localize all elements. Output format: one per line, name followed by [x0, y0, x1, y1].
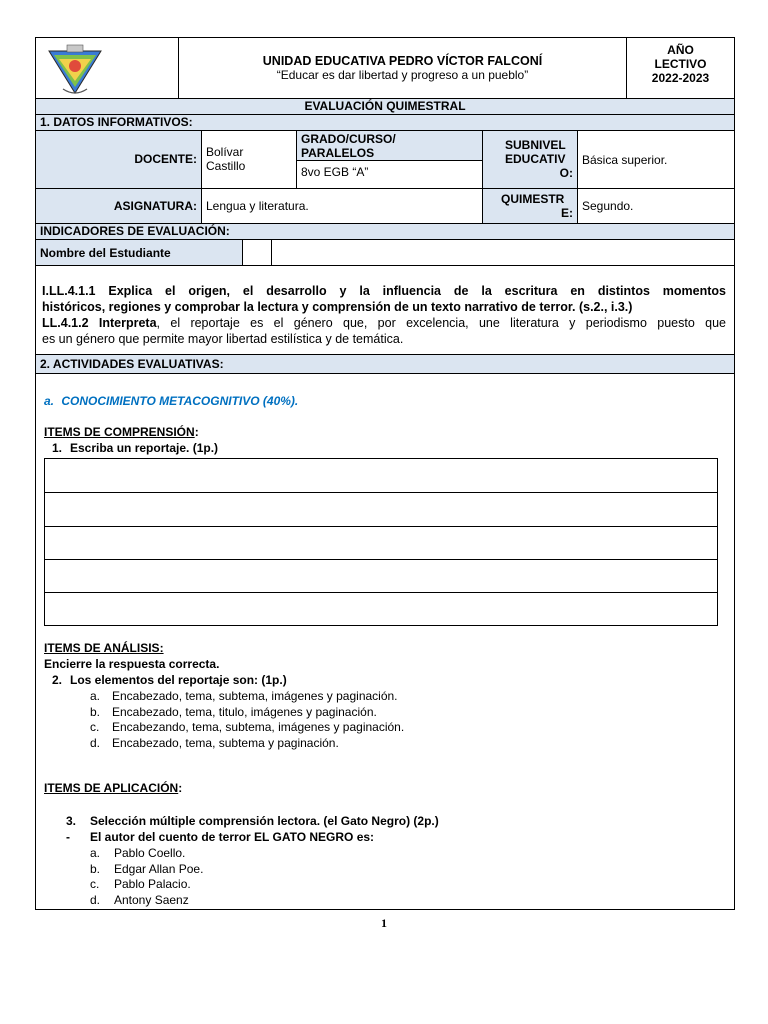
analisis-title [44, 641, 726, 657]
answer-line [45, 559, 717, 560]
comprension-title-text: ITEMS DE COMPRENSIÓN [44, 425, 195, 439]
option-item[interactable] [70, 877, 726, 893]
question-number: 1. [52, 441, 63, 455]
question-number: 2. [52, 673, 63, 687]
docente-label-cell [36, 131, 202, 188]
exam-page [35, 37, 735, 910]
indicators-text-row [36, 266, 734, 355]
grado-cell [297, 131, 483, 188]
year-value: 2022-2023 [651, 71, 710, 85]
logo-cell [36, 38, 179, 98]
grado-label [297, 131, 482, 161]
subnivel-label: SUBNIVEL [505, 138, 566, 152]
analisis-title-text: ITEMS DE ANÁLISIS: [44, 641, 164, 655]
option-text: Encabezado, tema, titulo, imágenes y paginación. [112, 704, 377, 719]
year-label: AÑO [667, 43, 694, 57]
grado-value: 8vo EGB “A” [301, 165, 369, 179]
indicator-code: LL.4.1.2 Interpreta [42, 316, 157, 330]
dash: - [66, 830, 70, 844]
answer-line [45, 526, 717, 527]
subnivel-value: Básica superior. [582, 153, 668, 167]
docente-label: DOCENTE: [134, 152, 197, 166]
indicators-title-text: INDICADORES DE EVALUACIÓN: [40, 224, 230, 238]
question-3-sub [44, 830, 726, 846]
student-label: Nombre del Estudiante [40, 246, 171, 260]
answer-line [45, 592, 717, 593]
option-letter: c. [90, 720, 100, 734]
option-letter: a. [90, 689, 101, 703]
option-letter: a. [90, 846, 101, 860]
subsection-a [44, 394, 726, 410]
docente-row [36, 131, 734, 189]
aplicacion-title-text: ITEMS DE APLICACIÓN [44, 781, 179, 795]
section1-title [36, 115, 734, 131]
exam-title-text: EVALUACIÓN QUIMESTRAL [304, 99, 466, 113]
grado-label-line: PARALELOS [301, 146, 375, 160]
option-item[interactable] [44, 720, 726, 736]
q3-options [44, 846, 726, 908]
q2-options [44, 689, 726, 751]
subnivel-label: EDUCATIV [505, 152, 566, 166]
aplicacion-title [44, 781, 726, 797]
asignatura-value-cell [202, 189, 483, 223]
asignatura-label-cell [36, 189, 202, 223]
option-text: Encabezado, tema, subtema, imágenes y paginación. [112, 689, 398, 703]
subsection-letter: a. [44, 394, 55, 408]
indicator-line [42, 315, 726, 331]
option-letter: b. [90, 861, 101, 876]
option-letter: d. [90, 892, 101, 907]
answer-line [45, 492, 717, 493]
indicator-line: I.LL.4.1.1 Explica el origen, el desarrollo y la influencia de la escritura en distintos momentos [42, 284, 726, 298]
section2-title-text: 2. ACTIVIDADES EVALUATIVAS: [40, 357, 224, 371]
colon: : [178, 781, 183, 795]
question-subtext: El autor del cuento de terror EL GATO NEGRO es: [90, 830, 375, 844]
option-text: Encabezado, tema, subtema y paginación. [112, 735, 339, 750]
quimestre-label: E: [561, 206, 573, 220]
docente-value-cell [202, 131, 297, 188]
grado-label-line: GRADO/CURSO/ [301, 132, 396, 146]
option-item[interactable] [44, 705, 726, 721]
quimestre-label-cell [483, 189, 578, 223]
option-item[interactable] [70, 862, 726, 878]
option-letter: b. [90, 704, 101, 719]
student-name-field[interactable] [243, 240, 272, 265]
indicators-title [36, 224, 734, 240]
exam-title [36, 99, 734, 115]
page-number: 1 [381, 916, 387, 930]
question-text: Los elementos del reportaje son: (1p.) [70, 673, 287, 687]
option-item[interactable] [44, 736, 726, 752]
analisis-instruction: Encierre la respuesta correcta. [44, 657, 220, 671]
question-3 [44, 814, 726, 830]
school-crest-icon [45, 41, 105, 97]
school-cell [179, 38, 627, 98]
option-letter: c. [90, 877, 100, 891]
student-label-cell [36, 240, 243, 265]
indicator-rest: , el reportaje es el género que, por excelencia, une literatura y periodismo puesto que [156, 316, 726, 330]
question-2 [44, 673, 726, 689]
subnivel-label-cell [483, 131, 578, 188]
asignatura-label: ASIGNATURA: [113, 199, 197, 213]
asignatura-value: Lengua y literatura. [206, 199, 309, 213]
question-1 [44, 441, 726, 457]
option-text: Edgar Allan Poe. [114, 861, 204, 876]
answer-box[interactable] [44, 458, 718, 626]
indicator-text [42, 283, 726, 347]
option-text: Pablo Coello. [114, 846, 186, 860]
docente-value: Castillo [206, 159, 246, 173]
option-item[interactable] [44, 689, 726, 705]
question-text: Selección múltiple comprensión lectora. (el Gato Negro) (2p.) [90, 814, 439, 828]
year-label: LECTIVO [654, 57, 707, 71]
quimestre-value: Segundo. [582, 199, 634, 213]
docente-value: Bolívar [206, 145, 244, 159]
quimestre-label: QUIMESTR [501, 192, 565, 206]
indicator-line: históricos, regiones y comprobar la lectura y comprensión de un texto narrativo de terror. (s.2., i.3.) [42, 300, 633, 314]
colon: : [194, 425, 199, 439]
section1-title-text: 1. DATOS INFORMATIVOS: [40, 115, 193, 129]
option-letter: d. [90, 735, 101, 750]
quimestre-value-cell [578, 189, 734, 223]
year-cell [627, 38, 734, 98]
subnivel-value-cell [578, 131, 734, 188]
subsection-a-title: CONOCIMIENTO METACOGNITIVO (40%). [61, 394, 299, 408]
question-number: 3. [66, 814, 77, 828]
header-row [36, 38, 734, 99]
student-row [36, 240, 734, 266]
school-name: UNIDAD EDUCATIVA PEDRO VÍCTOR FALCONÍ [262, 54, 543, 68]
option-item[interactable] [70, 893, 726, 909]
question-text: Escriba un reportaje. (1p.) [70, 441, 219, 455]
option-text: Encabezando, tema, subtema, imágenes y paginación. [112, 720, 405, 734]
asignatura-row [36, 189, 734, 224]
option-text: Antony Saenz [114, 892, 189, 907]
option-text: Pablo Palacio. [114, 877, 191, 891]
school-motto: “Educar es dar libertad y progreso a un pueblo” [276, 68, 529, 82]
option-item[interactable] [70, 846, 726, 862]
subnivel-label: O: [559, 166, 573, 180]
section2-title [36, 355, 734, 374]
comprension-title [44, 425, 726, 441]
indicator-line: es un género que permite mayor libertad estilística y de temática. [42, 332, 404, 346]
